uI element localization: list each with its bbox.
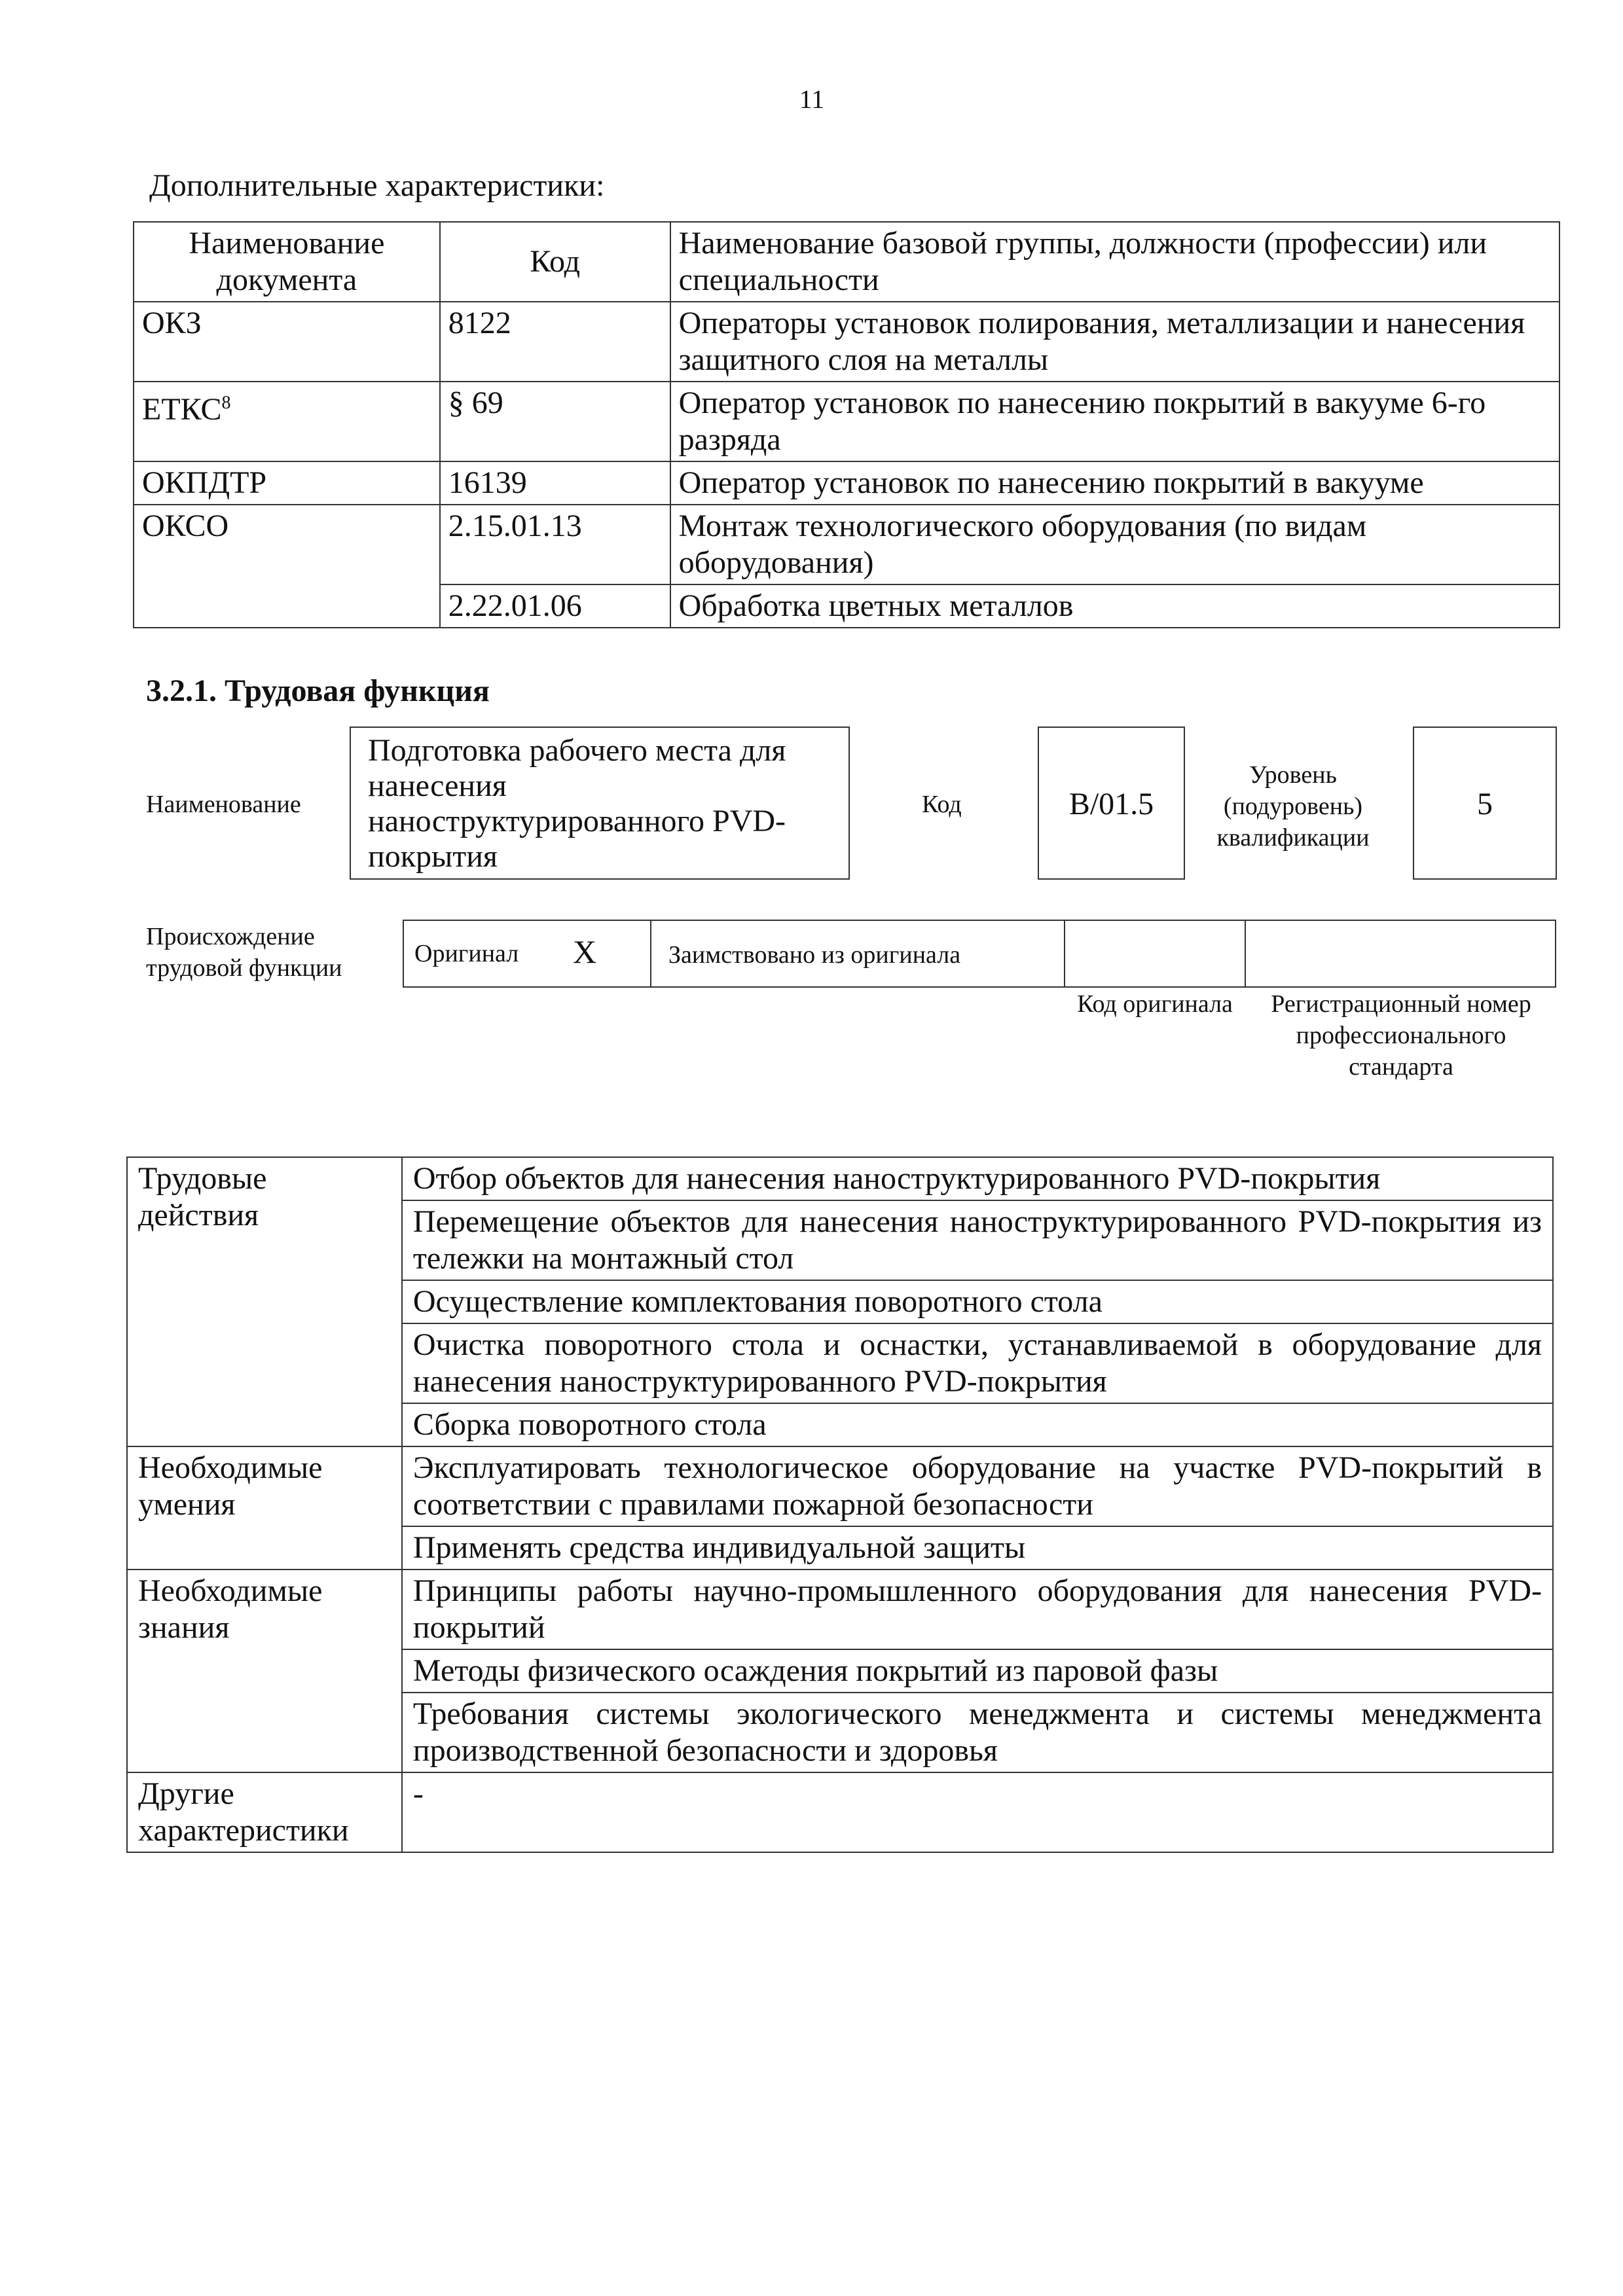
- row-document: ОКЗ: [134, 302, 440, 382]
- row-code: 8122: [440, 302, 670, 382]
- origin-reg-number-label: Регистрационный номер профессионального стандарта: [1271, 990, 1531, 1081]
- origin-original-label: Оригинал: [414, 940, 519, 967]
- row-name: Обработка цветных металлов: [670, 584, 1559, 628]
- list-item: Эксплуатировать технологическое оборудование на участке PVD-покрытий в соответствии с правилами пожарной безопасности: [402, 1446, 1553, 1526]
- row-name: Монтаж технологического оборудования (по видам оборудования): [670, 505, 1559, 584]
- row-document: ОКПДТР: [134, 461, 440, 505]
- list-item: Отбор объектов для нанесения наноструктурированного PVD-покрытия: [402, 1157, 1553, 1200]
- list-item: Очистка поворотного стола и оснастки, устанавливаемой в оборудование для нанесения наноструктурированного PVD-покрытия: [402, 1323, 1553, 1403]
- list-item: Требования системы экологического менеджмента и системы менеджмента производственной безопасности и здоровья: [402, 1693, 1553, 1772]
- row-name: Операторы установок полирования, металлизации и нанесения защитного слоя на металлы: [670, 302, 1559, 382]
- row-name: Оператор установок по нанесению покрытий в вакууме 6-го разряда: [670, 382, 1559, 461]
- origin-code-label: Код оригинала: [1077, 990, 1233, 1018]
- table-row: [127, 1157, 1553, 1200]
- qualification-level-box: [1413, 726, 1557, 880]
- table-row: [127, 1772, 1553, 1852]
- function-code-label: Код: [922, 791, 962, 818]
- qualification-level-label: Уровень (подуровень) квалификации: [1216, 761, 1370, 852]
- list-item: Методы физического осаждения покрытий из паровой фазы: [402, 1649, 1553, 1693]
- header-group-name: Наименование базовой группы, должности (профессии) или специальности: [670, 222, 1559, 302]
- table-row: [134, 382, 1559, 461]
- header-code: Код: [440, 222, 670, 302]
- section-label: Необходимые умения: [127, 1446, 402, 1570]
- header-document: Наименование документа: [134, 222, 440, 302]
- origin-label: Происхождение трудовой функции: [146, 923, 342, 982]
- function-code-box: [1038, 726, 1185, 880]
- list-item: -: [402, 1772, 1553, 1852]
- row-code: 2.22.01.06: [440, 584, 670, 628]
- row-code: § 69: [440, 382, 670, 461]
- function-name-label: Наименование: [146, 791, 301, 818]
- function-code-value: B/01.5: [1068, 787, 1154, 821]
- table-header-row: [134, 222, 1559, 302]
- row-code: 2.15.01.13: [440, 505, 670, 584]
- additional-characteristics-table: [133, 221, 1560, 628]
- row-document: [134, 382, 440, 461]
- section-label: Трудовые действия: [127, 1157, 402, 1446]
- origin-original-cell: [403, 920, 651, 988]
- origin-borrowed-label: Заимствовано из оригинала: [668, 941, 961, 969]
- row-name: Оператор установок по нанесению покрытий в вакууме: [670, 461, 1559, 505]
- table-row: [127, 1446, 1553, 1526]
- list-item: Применять средства индивидуальной защиты: [402, 1526, 1553, 1570]
- section-title: 3.2.1. Трудовая функция: [146, 673, 490, 708]
- row-document-text: ЕТКС: [142, 392, 222, 427]
- section-label: Другие характеристики: [127, 1772, 402, 1852]
- list-item: Сборка поворотного стола: [402, 1403, 1553, 1446]
- table-row: [134, 461, 1559, 505]
- list-item: Перемещение объектов для нанесения наноструктурированного PVD-покрытия из тележки на монтажный стол: [402, 1200, 1553, 1280]
- section-label: Необходимые знания: [127, 1570, 402, 1772]
- row-document: ОКСО: [134, 505, 440, 628]
- function-name-value: Подготовка рабочего места для нанесения наноструктурированного PVD-покрытия: [368, 733, 786, 874]
- origin-original-mark: X: [573, 933, 597, 970]
- additional-characteristics-title: Дополнительные характеристики:: [149, 168, 605, 203]
- qualification-level-value: 5: [1477, 787, 1493, 821]
- page-number: 11: [799, 84, 825, 114]
- list-item: Осуществление комплектования поворотного стола: [402, 1280, 1553, 1323]
- function-name-box: [350, 726, 850, 880]
- table-row: [127, 1570, 1553, 1649]
- table-row: [134, 505, 1559, 584]
- labor-function-table: [126, 1157, 1554, 1853]
- origin-code-cell: [1064, 920, 1246, 988]
- origin-borrowed-cell: [650, 920, 1065, 988]
- row-code: 16139: [440, 461, 670, 505]
- list-item: Принципы работы научно-промышленного оборудования для нанесения PVD-покрытий: [402, 1570, 1553, 1649]
- footnote-marker: 8: [221, 393, 231, 413]
- table-row: [134, 302, 1559, 382]
